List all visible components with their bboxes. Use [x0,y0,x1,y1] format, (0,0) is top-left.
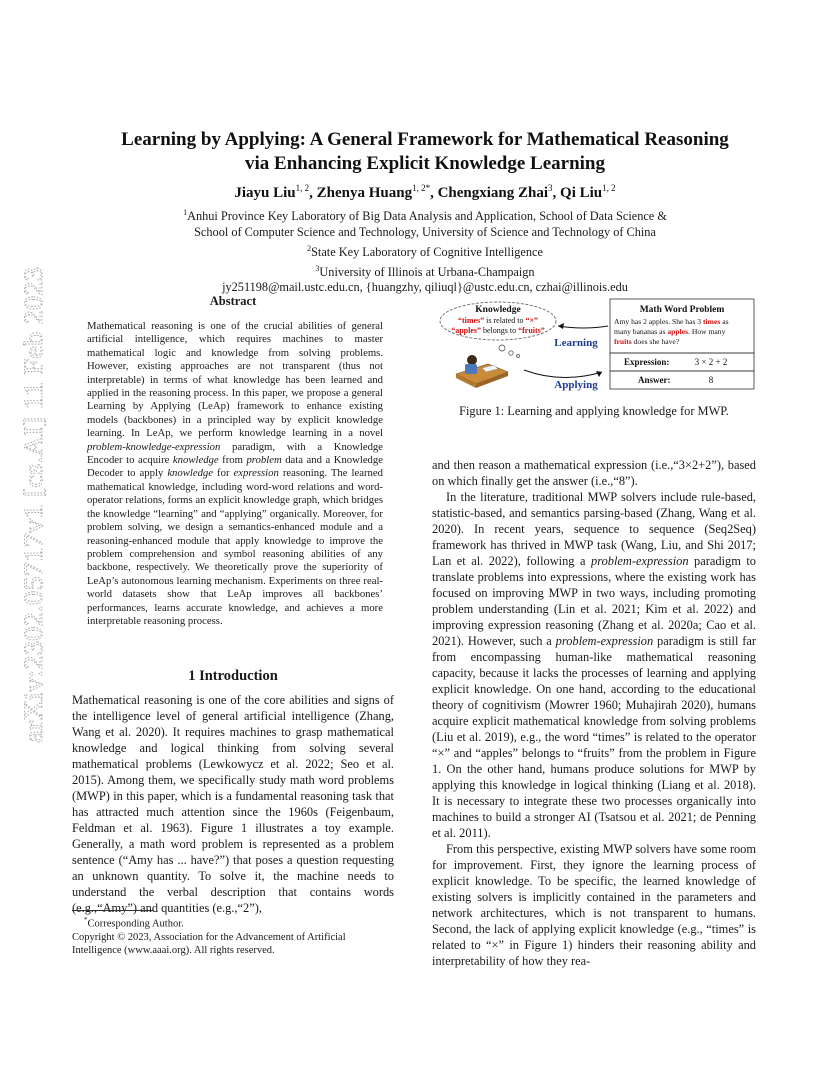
title-line-2: via Enhancing Explicit Knowledge Learning [245,153,605,174]
abstract-text: Mathematical reasoning is one of the crucial abilities of general artificial intelligence, which requires machines to master mathematical logic and knowledge from solving problems. However, existing approaches are not transparent (thus not interpretable) in terms of what knowledge has been learned and applied in the reasoning process. In this paper, we propose a general Learning by Applying (LeAp) framework to enhance existing models (backbones) in a principled way by explicit knowledge learning. In LeAp, we perform knowledge learning in a novel problem-knowledge-expression paradigm, with a Knowledge Encoder to acquire knowledge from problem data and a Knowledge Decoder to apply knowledge for expression reasoning. The learned mathematical knowledge, including word-word relations and word-operator relations, forms an explicit knowledge graph, which bridges the knowledge “learning” and “applying” organically. Moreover, for problem solving, we design a semantics-enhanced module and a reasoning-enhanced module that apply knowledge to improve the problem comprehension and symbol reasoning abilities of any backbone, respectively. We theoretically prove the superiority of LeAp’s autonomous learning mechanism. Experiments on three real-world datasets show that LeAp improves all backbones’ performances, learns accurate knowledge, and achieves a more interpretable reasoning process. [87,320,383,627]
author-affiliation-marker: 3 [548,183,553,193]
figure-caption: Figure 1: Learning and applying knowledge for MWP. [459,404,729,418]
knowledge-line-1: “times” is related to “×” [457,316,539,325]
footnote-copyright: Copyright © 2023, Association for the Advancement of Artificial Intelligence (www.aaai.org). All rights reserved. [72,931,346,956]
learning-arrow [558,326,608,328]
affiliations [60,205,790,296]
affiliation-line: School of Computer Science and Technology, University of Science and Technology of China [194,224,656,239]
paragraph: In the literature, traditional MWP solvers include rule-based, statistic-based, and semantics parsing-based (Zhang, Wang et al. 2020). In recent years, sequence to sequence (Seq2Seq) framework has thrived in MWP task (Wang, Liu, and Shi 2017; Lan et al. 2022), following a problem-expression paradigm to translate problems into expressions, where the existing work has focused on improving MWP in two ways, including promoting problem understanding (Lin et al. 2021; Kim et al. 2022) and improving expression reasoning (Zhang et al. 2020a; Cao et al. 2021). However, such a problem-expression paradigm is still far from encompassing human-like mathematical reasoning capacity, because it lacks the processes of learning and applying explicit knowledge. On one hand, according to the educational theory of cognitivism (Mowrer 1960; Muhajirah 2020), humans acquire explicit mathematical knowledge from solving problems (Liu et al. 2019), e.g., the word “times” is related to the operator “×” and “apples” belongs to “fruits” from the problem in Figure 1. On the other hand, humans produce solutions for MWP by applying this knowledge in logical thinking (Liang et al. 2018). It is necessary to integrate these two processes organically into machines to build a stronger AI (Tsatsou et al. 2021; de Penning et al. 2011). [432,490,757,840]
author-affiliation-marker: 1, 2* [412,183,431,193]
arxiv-identifier: arXiv:2302.05717v1 [cs.AI] 11 Feb 2023 [19,312,48,743]
author-affiliation-marker: 1, 2 [602,183,616,193]
applying-arrow [524,370,602,378]
arxiv-side-stamp [16,265,48,745]
affiliation-line: $^3$University of Illinois at Urbana-Champaign [315,263,535,279]
knowledge-line-2: “apples” belongs to “fruits” [451,326,545,335]
abstract-heading: Abstract [209,294,257,308]
answer-label: Answer: [638,375,671,385]
paragraph: and then reason a mathematical expression (i.e.,“3×2+2”), based on which finally get the answer (i.e.,“8”). [432,458,756,488]
learning-label: Learning [554,337,598,349]
author-name: Zhenya Huang [316,185,413,201]
title-line-1: Learning by Applying: A General Framework for Mathematical Reasoning [121,129,729,150]
paper-title [60,128,790,176]
expression-label: Expression: [624,357,670,367]
student-desk-icon [456,355,508,388]
author-list: Jiayu Liu$^{1, 2}$, Zhenya Huang$^{1, 2*}$, Chengxiang Zhai$^3$, Qi Liu$^{1, 2}$ [234,183,616,201]
applying-label: Applying [554,379,598,391]
affiliation-line: $^2$State Key Laboratory of Cognitive Intelligence [307,243,543,259]
author-affiliation-marker: 1, 2 [295,183,310,193]
mwp-line-3: fruits does she have? [614,337,680,346]
affiliation-line: jy251198@mail.ustc.edu.cn, {huangzhy, qiliuql}@ustc.edu.cn, czhai@illinois.edu [222,280,628,295]
footnotes: *Corresponding Author. Copyright © 2023, Association for the Advancement of Artificial Intelligence (www.aaai.org). All rights reserved. [72,914,394,957]
mwp-line-1: Amy has 2 apples. She has 3 times as [614,317,729,326]
answer-value: 8 [708,375,714,385]
intro-paragraph: Mathematical reasoning is one of the core abilities and signs of the intelligence level of general artificial intelligence (Zhang, Wang et al. 2020). It requires machines to grasp mathematical knowledge and logical thinking from solving several mathematical problems (Lewkowycz et al. 2022; Seo et al. 2015). Among them, we specifically study math word problems (MWP) in this paper, which is a fundamental reasoning task that has attracted much attention since the 1960s (Feigenbaum, Feldman et al. 1963). Figure 1 illustrates a toy example. Generally, a math word problem is represented as a problem sentence (“Amy has ... have?”) that poses a question requesting an unknown quantity. To solve it, the machine needs to understand the verbal description that contains words (e.g.,“Amy”) and quantities (e.g.,“2”), [72,693,394,915]
right-column-text [432,457,756,969]
author-name: Qi Liu [560,185,603,201]
paragraph: From this perspective, existing MWP solvers have some room for improvement. First, they ignore the learning process of explicit knowledge. To be specific, the learned knowledge of existing solvers is implicitly contained in the parameters and network architectures, which is not transparent to humans. Second, the lack of applying explicit knowledge (e.g., “times” is related to “×” in Figure 1) hinders their reasoning ability and interpretability of how they rea- [432,842,756,968]
knowledge-title: Knowledge [475,305,521,315]
expression-value: 3 × 2 + 2 [694,357,728,367]
affiliation-line: $^1$Anhui Province Key Laboratory of Big Data Analysis and Application, School of Data Science & [183,208,667,224]
footnote-corresponding: Corresponding Author. [87,918,184,930]
footnote-rule [72,910,154,911]
mwp-line-2: many bananas as apples. How many [614,327,726,336]
author-name: Jiayu Liu [234,185,296,201]
author-name: Chengxiang Zhai [437,185,549,201]
mwp-title: Math Word Problem [639,305,725,315]
section-heading-introduction: 1 Introduction [188,668,278,684]
figure-1 [432,296,756,396]
